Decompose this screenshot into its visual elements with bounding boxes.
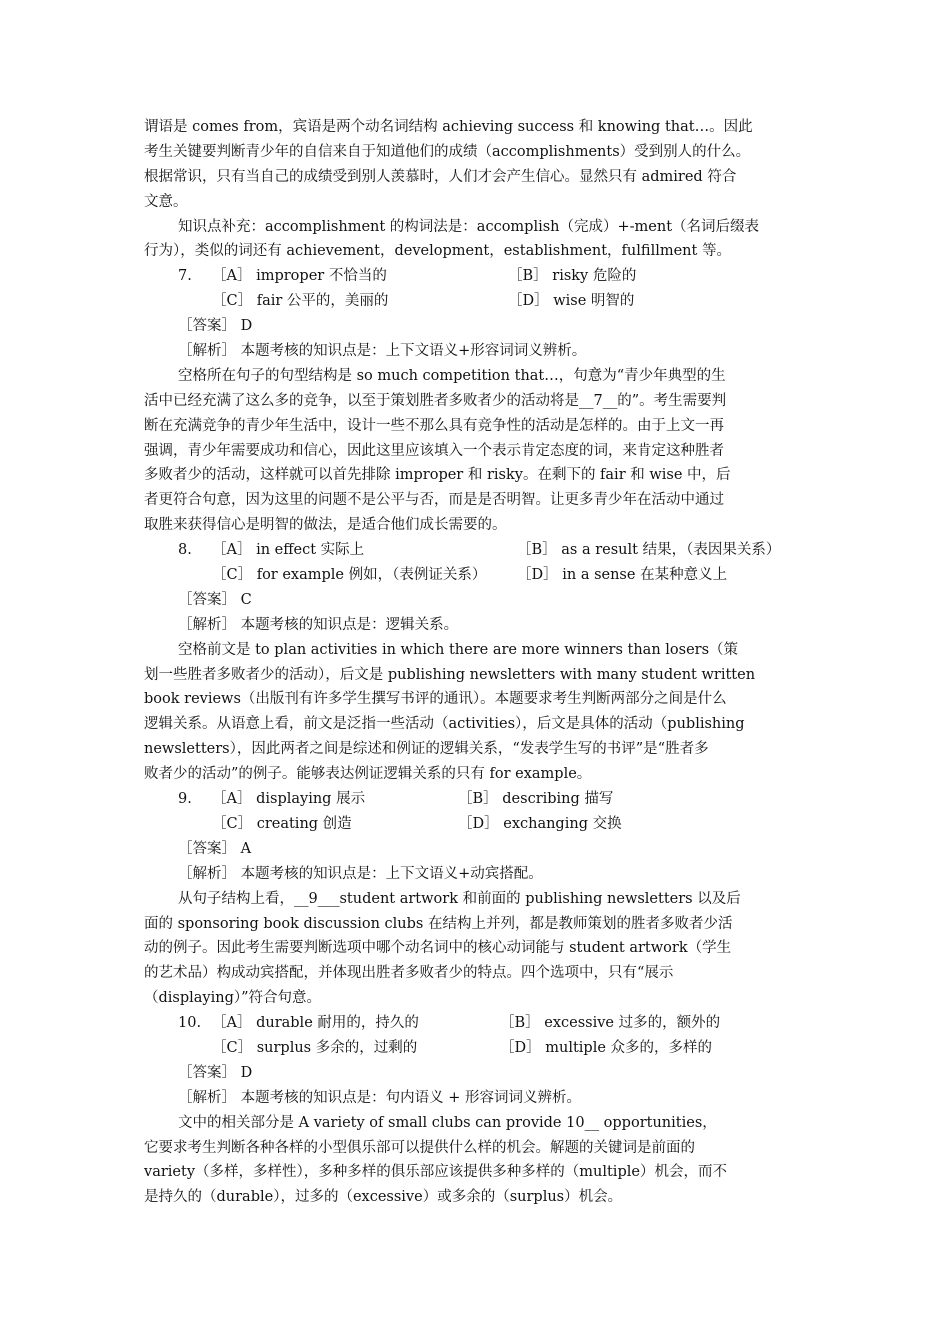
option-b: ［B］ risky 危险的 bbox=[508, 268, 637, 285]
option-b: ［B］ as a result 结果，（表因果关系） bbox=[517, 542, 781, 559]
text-line: 根据常识，只有当自己的成绩受到别人羡慕时，人们才会产生信心。显然只有 admired 符合 bbox=[144, 168, 737, 185]
text-line: 强调，青少年需要成功和信心，因此这里应该填入一个表示肯定态度的词，来肯定这种胜者 bbox=[144, 442, 724, 459]
analysis-line: ［解析］ 本题考核的知识点是：逻辑关系。 bbox=[178, 616, 459, 633]
text-line: 取胜来获得信心是明智的做法，是适合他们成长需要的。 bbox=[144, 517, 507, 534]
text-line: 面的 sponsoring book discussion clubs 在结构上并列，都是教师策划的胜者多败者少活 bbox=[144, 915, 733, 932]
option-a: ［A］ durable 耐用的，持久的 bbox=[212, 1015, 419, 1032]
text-line: 动的例子。因此考生需要判断选项中哪个动名词中的核心动词能与 student artwork（学生 bbox=[144, 940, 732, 957]
option-a: ［A］ displaying 展示 bbox=[212, 791, 366, 808]
option-b: ［B］ describing 描写 bbox=[458, 791, 614, 808]
option-c: ［C］ creating 创造 bbox=[212, 815, 352, 832]
text-line: 考生关键要判断青少年的自信来自于知道他们的成绩（accomplishments）受到别人的什么。 bbox=[144, 143, 751, 160]
question-10-options-row-1 bbox=[144, 1011, 810, 1036]
text-line: 逻辑关系。从语意上看，前文是泛指一些活动（activities），后文是具体的活动（publishing bbox=[144, 716, 745, 733]
answer-line: ［答案］ D bbox=[178, 1064, 253, 1081]
text-line: 知识点补充：accomplishment 的构词法是：accomplish（完成）+-ment（名词后缀表 bbox=[178, 218, 760, 235]
text-line: variety（多样，多样性），多种多样的俱乐部应该提供多种多样的（multiple）机会，而不 bbox=[144, 1164, 727, 1181]
text-line: 多败者少的活动，这样就可以首先排除 improper 和 risky。在剩下的 fair 和 wise 中，后 bbox=[144, 467, 731, 484]
text-line: 者更符合句意，因为这里的问题不是公平与否，而是是否明智。让更多青少年在活动中通过 bbox=[144, 492, 724, 509]
question-number: 9. bbox=[178, 791, 192, 808]
analysis-line: ［解析］ 本题考核的知识点是：上下文语义+形容词词义辨析。 bbox=[178, 343, 587, 360]
question-8-options-row-2 bbox=[144, 563, 810, 588]
question-7-options-row-2 bbox=[144, 289, 810, 314]
text-line: （displaying）”符合句意。 bbox=[144, 990, 322, 1007]
option-c: ［C］ fair 公平的，美丽的 bbox=[212, 293, 389, 310]
text-line: 文中的相关部分是 A variety of small clubs can provide 10__ opportunities， bbox=[178, 1114, 717, 1131]
text-line: 空格前文是 to plan activities in which there are more winners than losers（策 bbox=[178, 641, 739, 658]
text-line: 空格所在句子的句型结构是 so much competition that…，句意为“青少年典型的生 bbox=[178, 367, 726, 384]
option-c: ［C］ for example 例如，（表例证关系） bbox=[212, 567, 487, 584]
text-line: 的艺术品）构成动宾搭配，并体现出胜者多败者少的特点。四个选项中，只有“展示 bbox=[144, 965, 674, 982]
answer-line: ［答案］ A bbox=[178, 840, 252, 857]
text-line: 谓语是 comes from，宾语是两个动名词结构 achieving success 和 knowing that…。因此 bbox=[144, 119, 753, 135]
question-10-options-row-2 bbox=[144, 1036, 810, 1061]
text-line: newsletters），因此两者之间是综述和例证的逻辑关系，“发表学生写的书评”是“胜者多 bbox=[144, 741, 709, 758]
text-line: 文意。 bbox=[144, 193, 188, 210]
text-line: 活中已经充满了这么多的竞争，以至于策划胜者多败者少的活动将是__7__的”。考生需要判 bbox=[144, 392, 727, 409]
option-d: ［D］ wise 明智的 bbox=[508, 293, 635, 310]
analysis-line: ［解析］ 本题考核的知识点是：句内语义 + 形容词词义辨析。 bbox=[178, 1089, 581, 1106]
document-page bbox=[144, 115, 810, 1210]
question-8-options-row-1 bbox=[144, 538, 810, 563]
text-line: 败者少的活动”的例子。能够表达例证逻辑关系的只有 for example。 bbox=[144, 766, 592, 783]
text-line: 行为），类似的词还有 achievement，development，establishment，fulfillment 等。 bbox=[144, 243, 731, 260]
answer-line: ［答案］ C bbox=[178, 591, 252, 608]
text-line: 划一些胜者多败者少的活动），后文是 publishing newsletters with many student written bbox=[144, 666, 756, 683]
option-d: ［D］ multiple 众多的，多样的 bbox=[500, 1039, 713, 1056]
text-line: 它要求考生判断各种各样的小型俱乐部可以提供什么样的机会。解题的关键词是前面的 bbox=[144, 1139, 695, 1156]
question-9-options-row-1 bbox=[144, 787, 810, 812]
option-b: ［B］ excessive 过多的，额外的 bbox=[500, 1015, 721, 1032]
option-d: ［D］ in a sense 在某种意义上 bbox=[517, 567, 728, 584]
question-number: 8. bbox=[178, 542, 192, 559]
option-c: ［C］ surplus 多余的，过剩的 bbox=[212, 1039, 418, 1056]
analysis-line: ［解析］ 本题考核的知识点是：上下文语义+动宾搭配。 bbox=[178, 865, 543, 882]
option-a: ［A］ improper 不恰当的 bbox=[212, 268, 387, 285]
question-number: 10. bbox=[178, 1015, 202, 1032]
text-line: 从句子结构上看，__9___student artwork 和前面的 publishing newsletters 以及后 bbox=[178, 890, 741, 907]
text-line: book reviews（出版刊有许多学生撰写书评的通讯）。本题要求考生判断两部分之间是什么 bbox=[144, 691, 727, 708]
question-number: 7. bbox=[178, 268, 192, 285]
option-a: ［A］ in effect 实际上 bbox=[212, 542, 365, 559]
text-line: 是持久的（durable），过多的（excessive）或多余的（surplus）机会。 bbox=[144, 1189, 623, 1206]
text-line: 断在充满竞争的青少年生活中，设计一些不那么具有竞争性的活动是怎样的。由于上文一再 bbox=[144, 417, 724, 434]
question-7-options-row-1 bbox=[144, 264, 810, 289]
answer-line: ［答案］ D bbox=[178, 318, 253, 335]
option-d: ［D］ exchanging 交换 bbox=[458, 815, 622, 832]
question-9-options-row-2 bbox=[144, 812, 810, 837]
